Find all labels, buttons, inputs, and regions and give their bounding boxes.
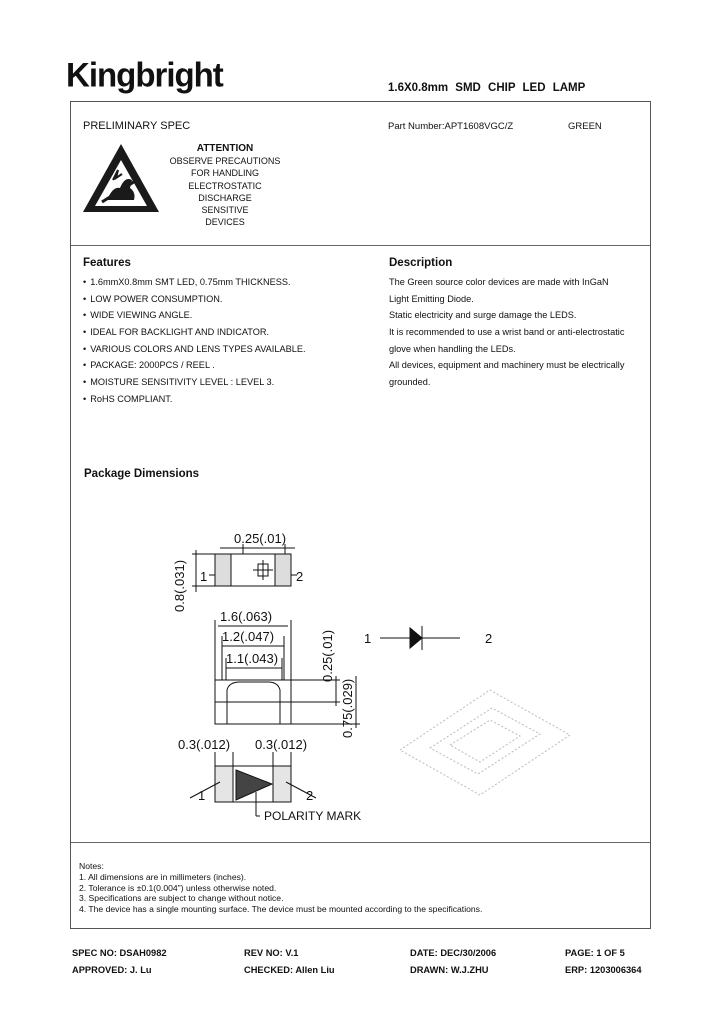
package-heading: Package Dimensions — [84, 468, 200, 480]
feature-item: • MOISTURE SENSITIVITY LEVEL : LEVEL 3. — [83, 377, 306, 394]
feature-item: • PACKAGE: 2000PCS / REEL . — [83, 360, 306, 377]
dim-terminal-right: 0.3(.012) — [255, 737, 308, 752]
divider — [71, 245, 650, 246]
page-value: 1 OF 5 — [596, 948, 625, 958]
spec-status: PRELIMINARY SPEC — [83, 120, 191, 132]
date-label: DATE: — [410, 948, 438, 958]
spec-no — [72, 948, 167, 958]
part-number-label: Part Number: — [388, 121, 445, 132]
bottom-pin-2-label: 2 — [306, 788, 314, 803]
dim-pad-width: 0.25(.01) — [234, 531, 287, 546]
date-value: DEC/30/2006 — [440, 948, 497, 958]
attention-box — [160, 143, 290, 228]
erp — [565, 965, 642, 975]
attention-line: OBSERVE PRECAUTIONS — [169, 156, 281, 167]
approved-value: J. Lu — [129, 965, 152, 975]
description-line: grounded. — [389, 377, 431, 388]
checked-value: Allen Liu — [295, 965, 335, 975]
part-color: GREEN — [568, 121, 602, 132]
date — [410, 948, 496, 958]
attention-line: DEVICES — [205, 217, 245, 228]
note-line: 3. Specifications are subject to change without notice. — [79, 893, 284, 904]
part-number — [388, 121, 513, 132]
attention-line: DISCHARGE — [198, 192, 252, 203]
pin-1-label: 1 — [200, 569, 208, 584]
pin-2-label: 2 — [296, 569, 304, 584]
polarity-mark-label: POLARITY MARK — [264, 809, 362, 823]
erp-value: 1203006364 — [589, 965, 642, 975]
notes-section — [79, 861, 482, 915]
diode-pin-2: 2 — [485, 631, 493, 646]
description-line: The Green source color devices are made with InGaN — [389, 277, 609, 287]
feature-item: • IDEAL FOR BACKLIGHT AND INDICATOR. — [83, 327, 306, 344]
approved-label: APPROVED: — [72, 965, 128, 975]
rev-no-value: V.1 — [285, 948, 299, 958]
description-line: It is recommended to use a wrist band or anti-electrostatic — [389, 327, 625, 338]
description-line: Light Emitting Diode. — [389, 293, 474, 304]
feature-item: • 1.6mmX0.8mm SMT LED, 0.75mm THICKNESS. — [83, 277, 306, 294]
dim-lens-height: 0.25(.01) — [320, 629, 335, 682]
description-text — [389, 277, 649, 394]
page-label: PAGE: — [565, 948, 594, 958]
diode-pin-1: 1 — [364, 631, 372, 646]
drawn — [410, 965, 489, 975]
dim-inner-2: 1.1(.043) — [226, 651, 279, 666]
notes-title: Notes: — [79, 861, 104, 871]
attention-line: SENSITIVE — [201, 205, 249, 216]
spec-no-label: SPEC NO: — [72, 948, 117, 958]
divider — [71, 842, 650, 843]
checked — [244, 965, 335, 975]
feature-item: • VARIOUS COLORS AND LENS TYPES AVAILABLE. — [83, 344, 306, 361]
drawn-value: W.J.ZHU — [450, 965, 489, 975]
drawn-label: DRAWN: — [410, 965, 449, 975]
features-heading: Features — [83, 257, 131, 269]
company-logo: Kingbright — [66, 55, 223, 94]
dim-inner-1: 1.2(.047) — [222, 629, 275, 644]
feature-item: • LOW POWER CONSUMPTION. — [83, 294, 306, 311]
rev-no-label: REV NO: — [244, 948, 283, 958]
features-list — [83, 277, 306, 411]
feature-item: • WIDE VIEWING ANGLE. — [83, 310, 306, 327]
document-title: 1.6X0.8mm SMD CHIP LED LAMP — [388, 82, 586, 94]
description-heading: Description — [389, 257, 453, 269]
dim-height: 0.8(.031) — [172, 559, 187, 612]
isometric-view — [400, 690, 570, 795]
polarity-mark-icon — [236, 770, 272, 800]
note-line: 4. The device has a single mounting surface. The device must be mounted according to the specifications. — [79, 904, 483, 915]
dim-length: 1.6(.063) — [220, 609, 273, 624]
attention-line: ELECTROSTATIC — [188, 180, 262, 191]
checked-label: CHECKED: — [244, 965, 294, 975]
description-line: All devices, equipment and machinery must be electrically — [389, 360, 625, 371]
attention-line: FOR HANDLING — [190, 168, 259, 179]
dim-terminal-left: 0.3(.012) — [178, 737, 231, 752]
erp-label: ERP: — [565, 965, 588, 975]
note-line: 1. All dimensions are in millimeters (inches). — [79, 871, 247, 882]
bottom-pin-1-label: 1 — [198, 788, 206, 803]
attention-title: ATTENTION — [196, 143, 254, 154]
spec-no-value: DSAH0982 — [119, 948, 167, 958]
page-number — [565, 948, 625, 958]
approved — [72, 965, 152, 975]
dim-thickness: 0.75(.029) — [340, 678, 355, 738]
note-line: 2. Tolerance is ±0.1(0.004") unless otherwise noted. — [79, 882, 277, 893]
rev-no — [244, 948, 298, 958]
description-line: Static electricity and surge damage the LEDS. — [389, 310, 577, 321]
feature-item: • RoHS COMPLIANT. — [83, 394, 306, 411]
description-line: glove when handling the LEDs. — [389, 343, 516, 354]
package-drawing — [160, 520, 630, 830]
part-number-value: APT1608VGC/Z — [444, 121, 514, 132]
esd-warning-icon — [80, 140, 162, 216]
